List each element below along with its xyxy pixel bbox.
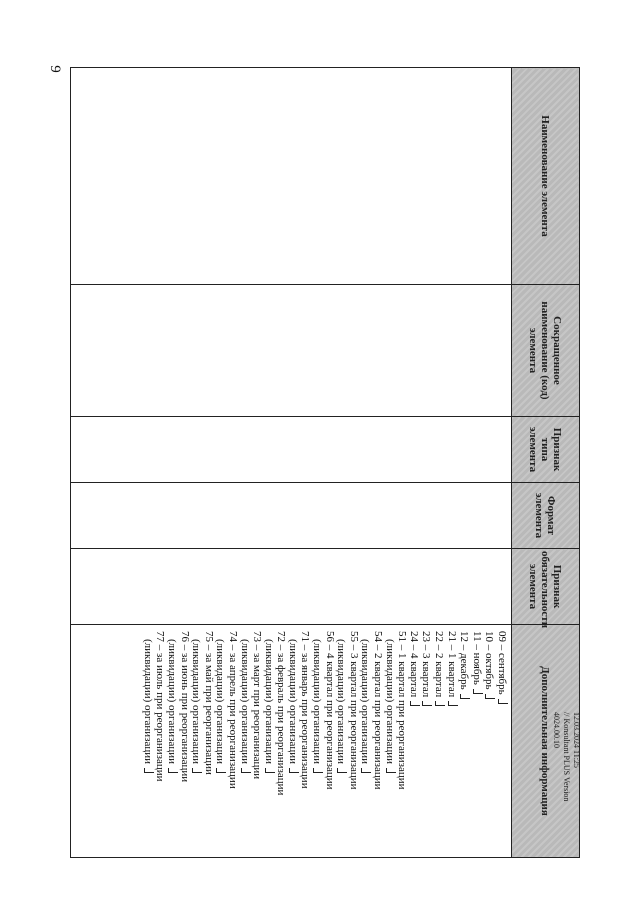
cell-element-format: [71, 483, 512, 549]
code-value-list: [141, 625, 511, 857]
cell-additional-info: [71, 625, 512, 858]
list-item: 21 – 1 квартал: [445, 631, 458, 851]
list-item: 55 – 3 квартал при реорганизации: [347, 631, 360, 790]
list-item: (ликвидации) организации: [286, 631, 299, 851]
page-number: 9: [47, 65, 63, 73]
footer-note: [552, 712, 581, 822]
header-element-name: Наименование элемента: [512, 68, 580, 285]
list-item: 09 – сентябрь: [495, 631, 508, 851]
cell-element-name: [71, 68, 512, 285]
list-item: 54 – 2 квартал при реорганизации: [372, 631, 385, 790]
header-element-format: Формат элемента: [512, 483, 580, 549]
header-element-mandatory: Признак обязательности элемента: [512, 549, 580, 625]
header-element-code: Сокращенное наименование (код) элемента: [512, 285, 580, 417]
list-item: 22 – 2 квартал: [432, 631, 445, 851]
element-table: [70, 67, 580, 858]
list-item: 76 – за июнь при реорганизации: [178, 631, 191, 783]
cell-element-code: [71, 285, 512, 417]
list-item: (ликвидации) организации: [141, 631, 154, 851]
table-row: [71, 68, 512, 858]
list-item: 11 – ноябрь: [470, 631, 483, 851]
footer-timestamp: 12.03.2024 11:25: [572, 712, 581, 768]
list-item: 23 – 3 квартал: [420, 631, 433, 851]
list-item: (ликвидации) организации: [311, 631, 324, 851]
header-element-type: Признак типа элемента: [512, 417, 580, 483]
cell-element-mandatory: [71, 549, 512, 625]
list-item: 74 – за апрель при реорганизации: [226, 631, 239, 789]
list-item: (ликвидации) организации: [383, 631, 396, 851]
list-item: 71 – за январь при реорганизации: [299, 631, 312, 789]
footer-source: // Konsultant PLUS Version 4024.00.10: [552, 712, 571, 802]
list-item: 51 – 1 квартал при реорганизации: [396, 631, 409, 790]
header-additional-info: Дополнительная информация: [512, 625, 580, 858]
list-item: (ликвидации) организации: [335, 631, 348, 851]
list-item: 24 – 4 квартал: [407, 631, 420, 851]
list-item: 73 – за март при реорганизации: [251, 631, 264, 780]
list-item: 72 – за февраль при реорганизации: [275, 631, 288, 796]
element-table-rotated: [70, 67, 580, 857]
list-item: (ликвидации) организации: [238, 631, 251, 851]
list-item: (ликвидации) организации: [214, 631, 227, 851]
list-item: 10 – октябрь: [483, 631, 496, 851]
list-item: (ликвидации) организации: [165, 631, 178, 851]
list-item: 12 – декабрь: [458, 631, 471, 851]
list-item: (ликвидации) организации: [190, 631, 203, 851]
list-item: 75 – за май при реорганизации: [202, 631, 215, 775]
list-item: 77 – за июль при реорганизации: [154, 631, 167, 782]
list-item: (ликвидации) организации: [359, 631, 372, 851]
list-item: (ликвидации) организации: [262, 631, 275, 851]
cell-element-type: [71, 417, 512, 483]
list-item: 56 – 4 квартал при реорганизации: [323, 631, 336, 790]
